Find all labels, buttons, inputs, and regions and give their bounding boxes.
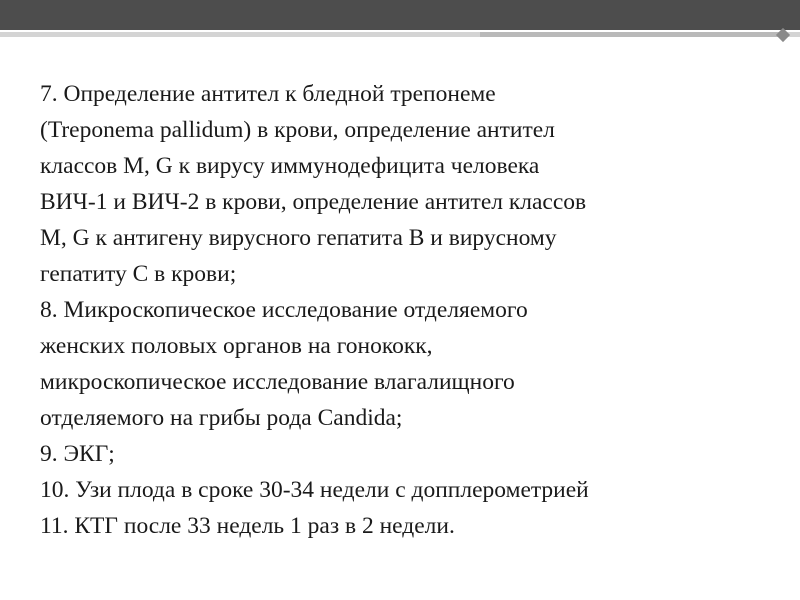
text-line: M, G к антигену вирусного гепатита B и вирусному — [40, 225, 557, 251]
text-line: микроскопическое исследование влагалищного — [40, 369, 515, 395]
text-line: 7. Определение антител к бледной трепонеме — [40, 81, 496, 107]
text-line: 9. ЭКГ; — [40, 441, 115, 467]
text-line: классов M, G к вирусу иммунодефицита человека — [40, 153, 540, 179]
text-line: ВИЧ-1 и ВИЧ-2 в крови, определение антител классов — [40, 189, 587, 215]
text-line: 11. КТГ после 33 недель 1 раз в 2 недели. — [40, 513, 455, 539]
text-line: (Treponema pallidum) в крови, определение антител — [40, 117, 555, 143]
text-line: отделяемого на грибы рода Candida; — [40, 405, 403, 431]
text-line: 8. Микроскопическое исследование отделяемого — [40, 297, 528, 323]
text-line: гепатиту C в крови; — [40, 261, 237, 287]
header-band — [0, 0, 800, 30]
slide-body-text — [40, 76, 780, 544]
diamond-marker-icon — [776, 28, 790, 42]
accent-line-highlight — [480, 32, 780, 37]
text-line: 10. Узи плода в сроке 30-34 недели с допплерометрией — [40, 477, 589, 503]
text-line: женских половых органов на гонококк, — [40, 333, 433, 359]
